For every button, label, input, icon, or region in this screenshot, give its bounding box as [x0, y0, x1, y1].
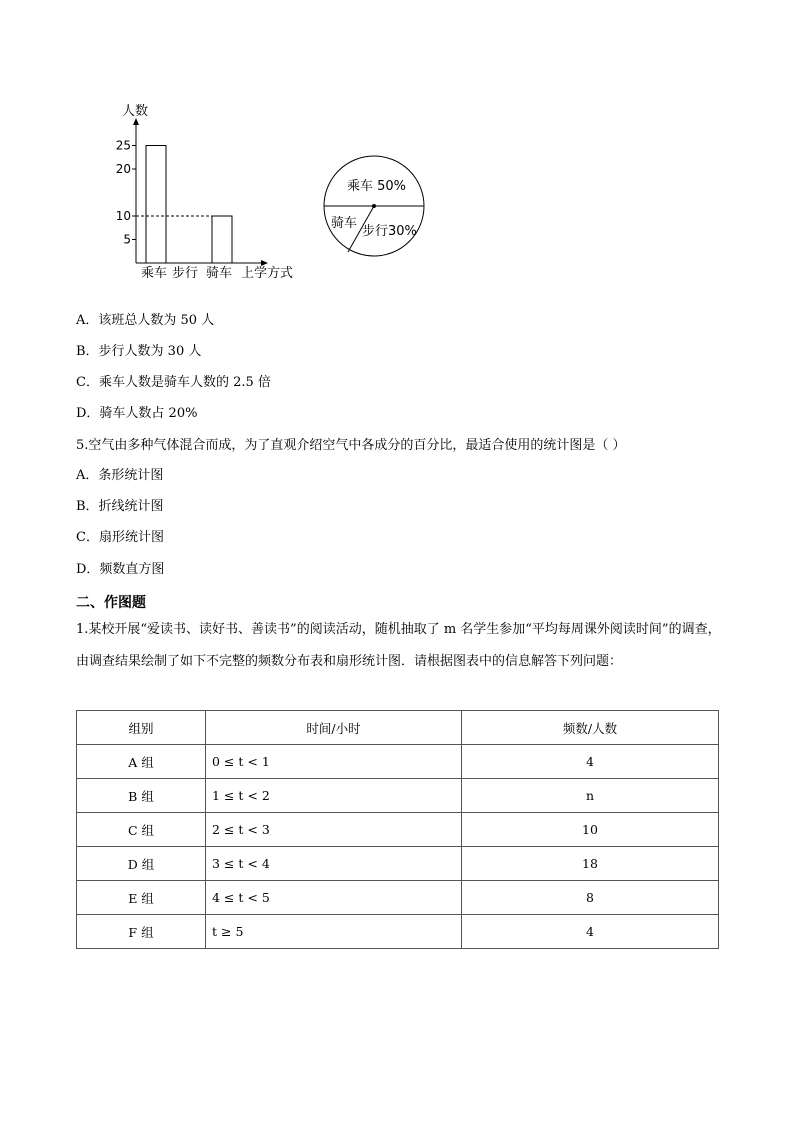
table-cell-time: 4 ≤ t < 5 [206, 881, 462, 915]
q4-option-b: B．步行人数为 30 人 [76, 344, 202, 359]
x-tick-label: 骑车 [206, 266, 233, 281]
y-tick-label: 25 [115, 138, 131, 153]
table-cell-frequency: 4 [462, 745, 719, 779]
x-tick-label: 步行 [172, 266, 199, 281]
table-header-frequency: 频数/人数 [462, 711, 719, 745]
table-header-group: 组别 [77, 711, 206, 745]
y-axis-arrow [133, 118, 139, 125]
table-cell-frequency: 4 [462, 915, 719, 949]
table-cell-frequency: 10 [462, 813, 719, 847]
q5-option-a: A．条形统计图 [76, 468, 164, 483]
table-cell-group: C 组 [77, 813, 206, 847]
q4-option-a: A．该班总人数为 50 人 [76, 313, 215, 328]
table-cell-group: E 组 [77, 881, 206, 915]
y-axis-label: 人数 [122, 104, 149, 119]
table-cell-group: B 组 [77, 779, 206, 813]
pie-center-dot [372, 204, 376, 208]
bar-chart [100, 100, 310, 290]
table-row [77, 813, 719, 847]
q4-option-c: C．乘车人数是骑车人数的 2.5 倍 [76, 375, 271, 390]
q5-stem: 5.空气由多种气体混合而成，为了直观介绍空气中各成分的百分比，最适合使用的统计图是（ ） [76, 438, 626, 453]
bar-骑车 [212, 216, 232, 263]
table-header-time: 时间/小时 [206, 711, 462, 745]
y-tick-label: 10 [115, 209, 131, 223]
table-row [77, 779, 719, 813]
frequency-table [76, 710, 719, 949]
pie-label-bike: 骑车 [331, 216, 358, 231]
pie-chart [320, 155, 435, 270]
y-tick-label: 20 [115, 162, 131, 176]
section-heading: 二、作图题 [76, 595, 146, 611]
table-row [77, 881, 719, 915]
q5-option-d: D．频数直方图 [76, 562, 165, 577]
table-cell-time: 2 ≤ t < 3 [206, 813, 462, 847]
q4-option-d: D．骑车人数占 20% [76, 406, 198, 421]
q5-option-c: C．扇形统计图 [76, 530, 164, 545]
table-cell-group: A 组 [77, 745, 206, 779]
table-row [77, 915, 719, 949]
x-tick-label: 乘车 [141, 266, 168, 281]
x-axis-label: 上学方式 [241, 266, 294, 281]
table-cell-time: t ≥ 5 [206, 915, 462, 949]
table-cell-time: 3 ≤ t < 4 [206, 847, 462, 881]
table-cell-group: D 组 [77, 847, 206, 881]
y-tick-label: 5 [123, 232, 131, 247]
pie-label-walk: 步行30% [362, 224, 417, 239]
table-cell-frequency: 18 [462, 847, 719, 881]
table-cell-group: F 组 [77, 915, 206, 949]
table-header-row [77, 711, 719, 745]
table-cell-time: 0 ≤ t < 1 [206, 745, 462, 779]
q5-option-b: B．折线统计图 [76, 499, 164, 514]
question-1-text: 1.某校开展“爱读书、读好书、善读书”的阅读活动，随机抽取了 m 名学生参加“平均每周课外阅读时间”的调查，由调查结果绘制了如下不完整的频数分布表和扇形统计图．请根据图表中的信息解答下列问题： [76, 622, 721, 669]
table-row [77, 745, 719, 779]
table-cell-frequency: n [462, 779, 719, 813]
table-cell-frequency: 8 [462, 881, 719, 915]
table-cell-time: 1 ≤ t < 2 [206, 779, 462, 813]
pie-label-bus: 乘车 50% [347, 179, 407, 194]
table-row [77, 847, 719, 881]
bar-乘车 [146, 146, 166, 264]
